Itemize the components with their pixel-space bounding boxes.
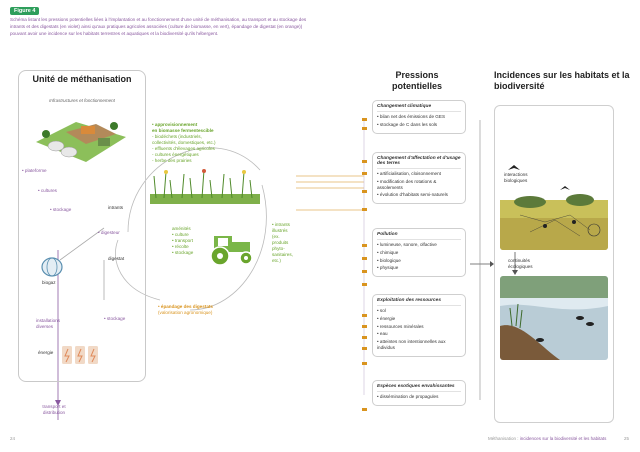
label-cultures: • cultures bbox=[38, 188, 57, 193]
inputs-line: etc.) bbox=[272, 258, 281, 263]
pressure-item: • stockage de C dans les sols bbox=[377, 122, 461, 128]
biomass-line: • approvisionnement bbox=[152, 122, 198, 127]
tractor-icon bbox=[206, 228, 258, 266]
pressure-card-land-use bbox=[372, 152, 466, 204]
pressure-item: • atteintes non intentionnelles aux individus bbox=[377, 339, 461, 351]
running-footer bbox=[488, 436, 606, 441]
pressure-item: • lumineuse, sonore, olfactive bbox=[377, 242, 461, 248]
biomass-line: collectivités, domestiques, etc.) bbox=[152, 140, 216, 145]
biomass-line: - cultures énergétiques bbox=[152, 152, 199, 157]
pressure-card-title: Changement climatique bbox=[377, 104, 461, 112]
label-intrants: intrants bbox=[108, 205, 124, 210]
label-ecological-continuity: continuités écologiques bbox=[508, 258, 533, 269]
inputs-line: (ex. bbox=[272, 234, 280, 239]
incidences-heading: Incidences sur les habitats et la biodiversité bbox=[494, 70, 630, 91]
page-number-right: 25 bbox=[624, 436, 630, 441]
biomass-line: en biomasse fermentescible bbox=[152, 128, 214, 133]
pressure-card-title: Espèces exotiques envahissantes bbox=[377, 384, 461, 392]
biogas-tank-icon bbox=[40, 256, 64, 278]
pressure-item: • ressources minérales bbox=[377, 324, 461, 330]
pressure-item: • bilan net des émissions de GES bbox=[377, 114, 461, 120]
pressure-card-pollution bbox=[372, 228, 466, 277]
amenity-line: • récolte bbox=[172, 244, 189, 249]
methanisation-plant-illustration bbox=[36, 112, 126, 164]
label-stockage-1: • stockage bbox=[50, 207, 72, 212]
page-number-left: 24 bbox=[10, 436, 16, 441]
pressure-item: • artificialisation, cloisonnement bbox=[377, 171, 461, 177]
amenity-line: • transport bbox=[172, 238, 194, 243]
inputs-line: • intrants bbox=[272, 222, 290, 227]
battery-icon bbox=[62, 344, 98, 366]
inputs-side-list bbox=[272, 222, 293, 264]
footer-text-a: Méthanisation : bbox=[488, 436, 520, 441]
inputs-line: phyto- bbox=[272, 246, 285, 251]
biomass-line: - herbe des prairies bbox=[152, 158, 192, 163]
biomass-line: - effluents d'élevages agricoles bbox=[152, 146, 215, 151]
biomass-line: - biodéchets (industriels, bbox=[152, 134, 202, 139]
amenity-line: aménités bbox=[172, 226, 191, 231]
unit-title: Unité de méthanisation bbox=[32, 74, 132, 84]
pressure-card-title: Pollution bbox=[377, 232, 461, 240]
unit-subtitle: Infrastructures et fonctionnement bbox=[49, 98, 115, 103]
pressure-card-title: Changement d'affectation et d'usage des terres bbox=[377, 156, 461, 169]
spreading-line: (valorisation agronomique) bbox=[158, 310, 213, 315]
label-transport-distribution: transport et distribution bbox=[42, 404, 66, 415]
pressure-item: • évolution d'habitats semi-naturels bbox=[377, 192, 461, 198]
label-energie: énergie bbox=[38, 350, 54, 355]
pressure-item: • sol bbox=[377, 308, 461, 314]
inputs-line: illustrés bbox=[272, 228, 288, 233]
label-stockage-2: • stockage bbox=[104, 316, 126, 321]
spreading-line: • épandage des digestats bbox=[158, 304, 213, 309]
amenity-line: • culture bbox=[172, 232, 189, 237]
label-installations: installations diverses bbox=[36, 318, 61, 329]
pressure-item: • modification des rotations & assolements bbox=[377, 179, 461, 191]
pressure-item: • dissémination de propagules bbox=[377, 394, 461, 400]
wetland-river-illustration bbox=[500, 276, 608, 360]
digestate-spreading-label bbox=[158, 304, 268, 316]
pressure-item: • biologique bbox=[377, 258, 461, 264]
pressure-card-title: Exploitation des ressources bbox=[377, 298, 461, 306]
pressure-item: • eau bbox=[377, 331, 461, 337]
label-biogaz: biogaz bbox=[42, 280, 56, 285]
pressure-card-climate bbox=[372, 100, 466, 134]
pressure-item: • physique bbox=[377, 265, 461, 271]
inputs-line: produits bbox=[272, 240, 289, 245]
grassland-illustration bbox=[150, 168, 260, 204]
pressures-heading: Pressions potentielles bbox=[391, 70, 442, 91]
inputs-line: sanitaires, bbox=[272, 252, 293, 257]
pressure-card-invasive-species bbox=[372, 380, 466, 406]
pressure-item: • chimique bbox=[377, 250, 461, 256]
amenities-list bbox=[172, 226, 193, 256]
pressure-item: • énergie bbox=[377, 316, 461, 322]
biomass-supply-list bbox=[152, 122, 262, 164]
amenity-line: • stockage bbox=[172, 250, 194, 255]
figure-badge: Figure 4 bbox=[10, 7, 39, 15]
label-digestat: digestat bbox=[108, 256, 125, 261]
pressure-card-resources bbox=[372, 294, 466, 357]
label-plateforme: • plateforme bbox=[22, 168, 47, 173]
label-biological-interactions: interactions biologiques bbox=[504, 172, 528, 183]
footer-text-b: incidences sur la biodiversité et les habitats bbox=[519, 436, 607, 441]
figure-caption: Schéma listant les pressions potentielles liées à l'implantation et au fonctionnement d'une unité de méthanisation, au transport et au stockage des intrants et des digestats (en violet) ainsi qu'aux pratiques agricoles associées (culture de biomasse, en vert), épandage de digestat (en orange)) pouvant avoir une incidence sur les habitats terrestres et aquatiques et la biodiversité qu'ils hébergent. bbox=[10, 17, 307, 36]
label-digesteur: • digesteur bbox=[98, 230, 120, 235]
